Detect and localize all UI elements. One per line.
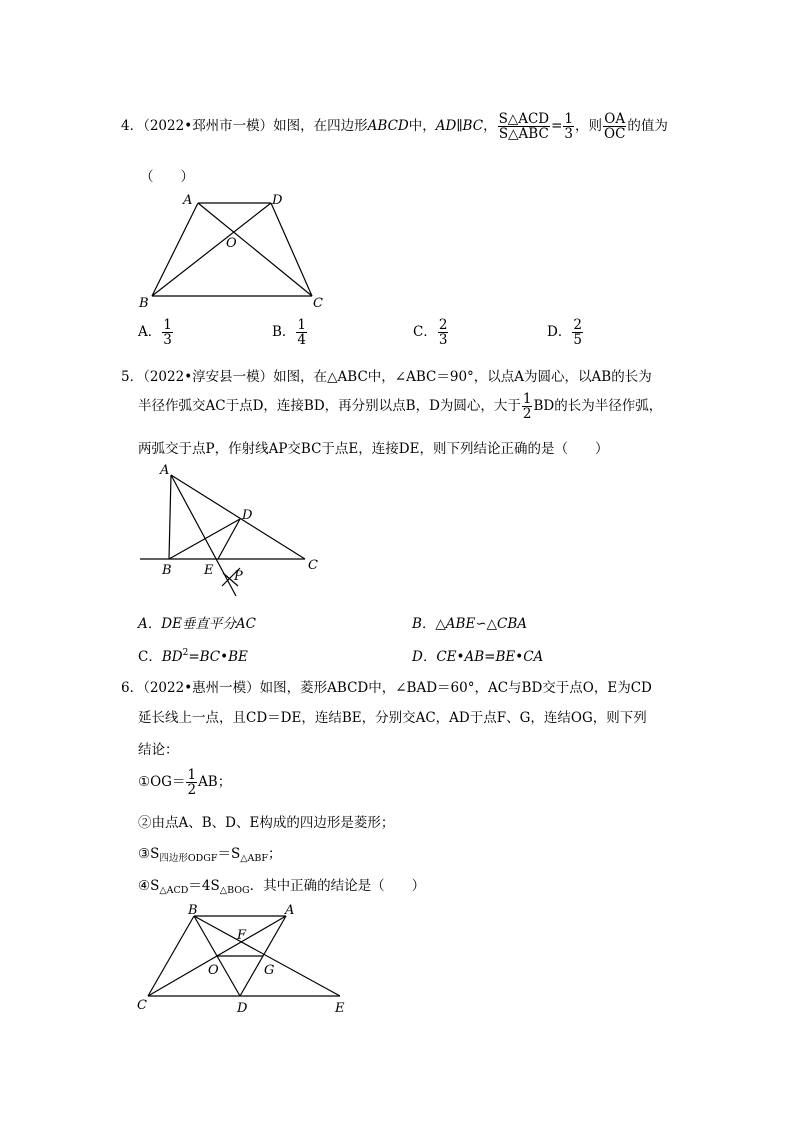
q5-label-e: E [204,563,214,578]
q6-label-c: C [137,998,147,1013]
q4-oa-oc: $\frac{OA}{OC}$ [604,111,626,143]
q4-area-ratio: $\frac{\text{S△ACD}}{\text{S△ABC}}$ [498,111,550,143]
q4-stem: 4．（2022•邳州市一模）如图，在四边形ABCD中，AD∥BC， $\frac{\text{S△ACD}}{\text{S△ABC}}$ = $\frac{1}{3}$ ，则 $\frac{OA}{OC}$ 的值为 [121,111,668,143]
q5-label-c: C [308,558,318,573]
q6-conclusion-2: ②由点A、B、D、E构成的四边形是菱形； [138,815,395,831]
q6-label-e: E [335,1001,345,1016]
q5-label-b: B [162,563,172,578]
q5-source: （2022•淳安县一模） [143,369,274,385]
q5-line-2: 半径作弧交AC于点D，连接BD，再分别以点B，D为圆心，大于 $\frac{1}{2}$ BD的长为半径作弧， [138,391,663,423]
q4-option-a[interactable]: A． $\frac{1}{3}$ [138,317,172,349]
q6-figure [130,897,360,1022]
q5-option-c[interactable]: C．$BD^2=BC•BE$ [138,648,248,665]
q6-line-3: 结论： [138,742,179,758]
q6-label-g: G [264,963,275,978]
q5-option-b[interactable]: B．△ABE∽△CBA [412,616,528,632]
q5-option-d[interactable]: D．CE•AB=BE•CA [412,649,544,665]
q4-number: 4． [121,118,144,135]
q6-source: （2022•惠州一模） [143,680,260,696]
q5-label-p: P [234,569,243,584]
q4-label-c: C [313,296,323,311]
q4-figure [130,185,340,315]
q4-label-o: O [226,236,237,251]
q6-conclusion-1: ①OG＝ $\frac{1}{2}$ AB； [138,767,232,799]
q5-half-fraction: $\frac{1}{2}$ [522,391,532,423]
q4-source: （2022•邳州市一模） [143,118,274,135]
q5-figure [130,458,330,603]
q5-label-a: A [160,463,170,478]
q4-option-b[interactable]: B． $\frac{1}{4}$ [272,317,307,349]
q6-label-o: O [208,963,219,978]
q4-label-b: B [139,296,149,311]
q5-line-3: 两弧交于点P，作射线AP交BC于点E，连接DE，则下列结论正确的是（ ） [138,441,609,457]
q4-ratio-value: $\frac{1}{3}$ [564,111,574,143]
q6-label-b: B [188,903,198,918]
q4-label-a: A [183,193,193,208]
q5-label-d: D [242,508,253,523]
q6-number: 6． [121,680,144,696]
q6-conclusion-3: $③S_{四边形ODGF}=S_{\triangle ABF}$； [138,846,282,864]
q4-option-d[interactable]: D． $\frac{2}{5}$ [547,317,582,349]
q5-option-a[interactable]: A．DE垂直平分AC [138,616,257,632]
q6-conclusion-4: $④S_{\triangle ACD}=4S_{\triangle BOG}$．其中正确的结论是（ ） [138,878,426,896]
q5-number: 5． [121,369,144,385]
q6-line-1: 6．（2022•惠州一模）如图，菱形ABCD中，∠BAD＝60°，AC与BD交于点O，E为CD [121,680,652,696]
q4-option-c[interactable]: C． $\frac{2}{3}$ [413,317,448,349]
q5-line-1: 5．（2022•淳安县一模）如图，在△ABC中，∠ABC＝90°，以点A为圆心，以AB的长为 [121,369,652,385]
q6-label-a: A [285,903,295,918]
q6-label-f: F [237,928,247,943]
q4-answer-blank: （ ） [140,169,194,185]
q4-label-d: D [272,193,283,208]
q6-line-2: 延长线上一点，且CD＝DE，连结BE，分别交AC，AD于点F、G，连结OG，则下列 [138,710,647,726]
q6-label-d: D [237,1001,248,1016]
